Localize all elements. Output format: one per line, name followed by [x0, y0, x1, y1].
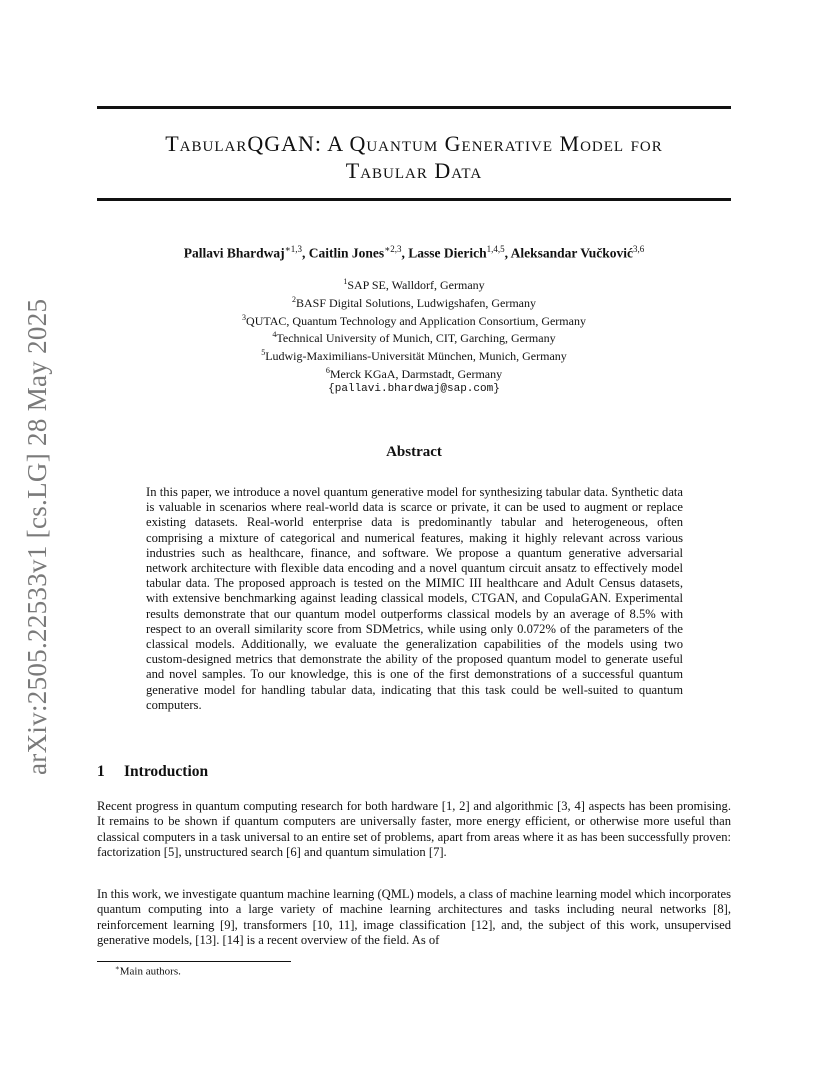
title-top-rule — [97, 106, 731, 109]
author-name: Caitlin Jones — [308, 245, 385, 261]
affiliation-mark: 6 — [325, 365, 330, 375]
section-number: 1 — [97, 763, 105, 780]
author-list — [97, 244, 731, 262]
footnote-rule — [97, 961, 291, 962]
author-affiliation-marks: ∗2,3 — [384, 244, 402, 254]
author-affiliation-marks: 3,6 — [633, 244, 645, 254]
section-heading — [97, 763, 208, 781]
body-paragraph: In this work, we investigate quantum machine learning (QML) models, a class of machine learning model which incorporates quantum computing into a large variety of machine learning architectures and tasks including neural networks [8], reinforcement learning [9], transformers [10, 11], image classification [12], and, the subject of this work, unsupervised generative models, [13]. [14] is a recent overview of the field. As of — [97, 887, 731, 947]
body-paragraph: Recent progress in quantum computing research for both hardware [1, 2] and algorithmic [3, 4] aspects has been promising. It remains to be shown if quantum computers are universally faster, more energy efficient, or otherwise more useful than classical computers in a task universal to an entire set of problems, apart from areas where it as has been successfully proven: factorization [5], unstructured search [6] and quantum simulation [7]. — [97, 799, 731, 859]
abstract-text: In this paper, we introduce a novel quantum generative model for synthesizing tabular data. Synthetic data is valuable in scenarios where real-world data is scarce or private, it can be used to augment or replace existing datasets. Real-world enterprise data is predominantly tabular and heterogeneous, often comprising a mixture of categorical and numerical features, making it highly relevant across various industries such as healthcare, finance, and software. We propose a quantum generative adversarial network architecture with flexible data encoding and a novel quantum circuit ansatz to effectively model tabular data. The proposed approach is tested on the MIMIC III healthcare and Adult Census datasets, with extensive benchmarking against leading classical models, CTGAN, and CopulaGAN. Experimental results demonstrate that our quantum model outperforms classical models by an average of 8.5% with respect to an overall similarity score from SDMetrics, while using only 0.072% of the parameters of the classical models. Additionally, we evaluate the generalization capabilities of the models using two custom-designed metrics that demonstrate the ability of the proposed quantum model to generate useful and novel samples. To our knowledge, this is one of the first demonstrations of a successful quantum generative model for handling tabular data, indicating that this task could be well-suited to quantum computers. — [146, 485, 683, 712]
footnote-text: Main authors. — [119, 965, 181, 978]
author-name: Lasse Dierich — [408, 245, 487, 261]
affiliation-text: Ludwig-Maximilians-Universität München, Munich, Germany — [265, 349, 567, 364]
affiliation-mark: 3 — [242, 312, 247, 322]
author-affiliation-marks: ∗1,3 — [284, 244, 302, 254]
affiliation-line — [97, 293, 731, 311]
affiliation-line — [97, 328, 731, 346]
section-title: Introduction — [124, 763, 209, 780]
author-separator: , — [401, 245, 409, 261]
affiliation-mark: 2 — [292, 294, 296, 304]
contact-email[interactable]: {pallavi.bhardwaj@sap.com} — [328, 382, 500, 395]
title-line-2: Tabular Data — [345, 158, 483, 183]
affiliation-text: QUTAC, Quantum Technology and Application Consortium, Germany — [246, 313, 586, 328]
affiliation-line — [97, 311, 731, 329]
title-line-1: TabularQGAN: A Quantum Generative Model for — [165, 131, 663, 156]
affiliation-list — [97, 275, 731, 397]
affiliation-text: BASF Digital Solutions, Ludwigshafen, Germany — [296, 295, 536, 310]
author-name: Pallavi Bhardwaj — [183, 245, 285, 261]
affiliation-line — [97, 346, 731, 364]
affiliation-line — [97, 364, 731, 382]
affiliation-text: Merck KGaA, Darmstadt, Germany — [329, 366, 503, 381]
author-separator: , — [504, 245, 511, 261]
affiliation-mark: 5 — [261, 348, 266, 358]
author-affiliation-marks: 1,4,5 — [486, 244, 505, 254]
author-separator: , — [301, 245, 309, 261]
affiliation-text: Technical University of Munich, CIT, Garching, Germany — [276, 331, 556, 346]
author-name: Aleksandar Vučković — [510, 245, 634, 261]
footnote — [115, 964, 181, 978]
abstract-heading: Abstract — [386, 444, 442, 460]
arxiv-identifier-stamp: arXiv:2505.22533v1 [cs.LG] 28 May 2025 — [22, 298, 52, 775]
affiliation-mark: 4 — [272, 330, 277, 340]
affiliation-line — [97, 275, 731, 293]
title-bottom-rule — [97, 198, 731, 201]
affiliation-mark: 1 — [343, 277, 348, 286]
paper-title — [97, 130, 731, 184]
footnote-mark: ∗ — [115, 964, 120, 972]
affiliation-text: SAP SE, Walldorf, Germany — [347, 278, 485, 292]
